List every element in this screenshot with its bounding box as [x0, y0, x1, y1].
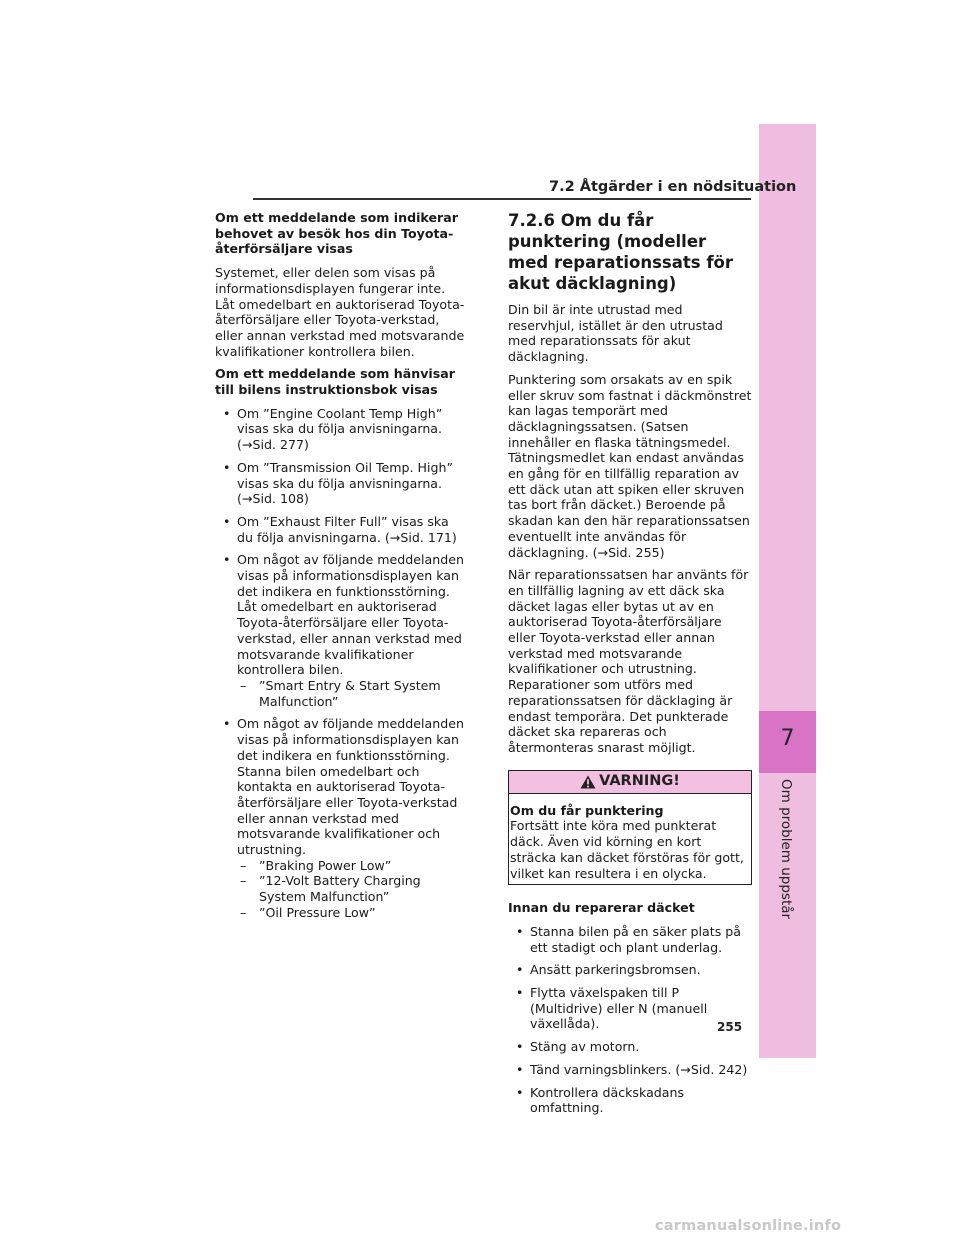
- intro-paragraph: Din bil är inte utrustad med reservhjul, istället är den utrustad med reparationssats för akut däcklagning.: [508, 302, 723, 365]
- repair-kit-paragraph: Punktering som orsakats av en spik eller skruv som fastnat i däckmönstret kan lagas temporärt med däcklagningssatsen. (Satsen innehåller en flaska tätningsmedel. Tätningsmedlet kan endast användas en gång för en tillfällig reparation av ett däck utan att spiken eller skruven tas bort från däcket.) Beroende på skadan kan den här reparationssatsen eventuellt inte användas för däcklagning. (→Sid. 255): [508, 371, 752, 560]
- list-item: • Om ”Engine Coolant Temp High” visas ska du följa anvisningarna. (→Sid. 277): [215, 406, 465, 453]
- list-item: • Kontrollera däckskadans omfattning.: [508, 1085, 752, 1116]
- before-repair-heading: Innan du reparerar däcket: [508, 900, 695, 916]
- sub-list-item: – ”Oil Pressure Low”: [237, 905, 465, 921]
- warning-body: [509, 794, 751, 885]
- dealer-message-heading: Om ett meddelande som indikerar behovet av besök hos din Toyota-återförsäljare visas: [215, 210, 458, 257]
- list-item: • Stanna bilen på en säker plats på ett stadigt och plant underlag.: [508, 924, 752, 955]
- dealer-message-paragraph: Systemet, eller delen som visas på informationsdisplayen fungerar inte. Låt omedelbart en auktoriserad Toyota-återförsäljare eller Toyota-verkstad, eller annan verkstad med motsvarande kvalifikationer kontrollera bilen.: [215, 265, 465, 359]
- after-repair-paragraph: När reparationssatsen har använts för en tillfällig lagning av ett däck ska däcket lagas eller bytas ut av en auktoriserad Toyota-återförsäljare eller Toyota-verkstad eller annan verkstad med motsvarande kvalifikationer och utrustning. Reparationer som utförs med reparationssatsen för däcklaging är endast temporära. Det punkterade däcket ska repareras och återmonteras snarast möjligt.: [508, 567, 749, 755]
- warning-triangle-icon: [580, 775, 596, 789]
- list-item: • Tänd varningsblinkers. (→Sid. 242): [508, 1062, 752, 1078]
- sub-list: [237, 678, 465, 709]
- list-item: • Om ”Exhaust Filter Full” visas ska du följa anvisningarna. (→Sid. 171): [215, 514, 465, 545]
- list-item: • Flytta växelspaken till P (Multidrive) eller N (manuell växellåda).: [508, 985, 752, 1032]
- list-item: • Ansätt parkeringsbromsen.: [508, 962, 752, 978]
- section-header-title: 7.2 Åtgärder i en nödsituation: [549, 179, 797, 195]
- list-item: • Om något av följande meddelanden visas på informationsdisplayen kan det indikera en funktionsstörning. Stanna bilen omedelbart och kontakta en auktoriserad Toyota-återförsäljare eller Toyota-verkstad eller annan verkstad med motsvarande kvalifikationer och utrustning. – ”Braking Power Low” – ”12-Volt Battery Charging System Malfunction” – ”Oil Pressure Low”: [215, 716, 465, 920]
- warning-header: [509, 771, 751, 794]
- warning-box: [508, 770, 752, 886]
- chapter-number: 7: [780, 726, 795, 751]
- right-column: [508, 210, 752, 1123]
- manual-message-heading: Om ett meddelande som hänvisar till bilens instruktionsbok visas: [215, 366, 455, 398]
- header-divider: [253, 198, 751, 200]
- warning-title: Om du får punktering: [510, 802, 664, 818]
- list-item: • Stäng av motorn.: [508, 1039, 752, 1055]
- sub-list-item: – ”Braking Power Low”: [237, 858, 465, 874]
- page-number: 255: [717, 1020, 743, 1034]
- sub-list-item: – ”12-Volt Battery Charging System Malfunction”: [237, 873, 465, 904]
- warning-text: Fortsätt inte köra med punkterat däck. Även vid körning en kort sträcka kan däcket förstöras för gott, vilket kan resultera i en olycka.: [510, 818, 744, 881]
- chapter-title: Om problem uppstår: [778, 779, 794, 920]
- list-item: • Om ”Transmission Oil Temp. High” visas ska du följa anvisningarna. (→Sid. 108): [215, 460, 465, 507]
- watermark: carmanualsonline.info: [655, 1218, 842, 1234]
- sub-list: [237, 858, 465, 921]
- left-column: [215, 210, 465, 928]
- section-heading: 7.2.6 Om du får punktering (modeller med reparationssats för akut däcklagning): [508, 211, 733, 293]
- list-item: • Om något av följande meddelanden visas på informationsdisplayen kan det indikera en funktionsstörning. Låt omedelbart en auktoriserad Toyota-återförsäljare eller Toyota-verkstad, eller annan verkstad med motsvarande kvalifikationer kontrollera bilen. – ”Smart Entry & Start System Malfunction”: [215, 552, 465, 709]
- warning-label: VARNING!: [599, 772, 680, 789]
- manual-message-list: [215, 406, 465, 921]
- sub-list-item: – ”Smart Entry & Start System Malfunction”: [237, 678, 465, 709]
- before-repair-list: [508, 924, 752, 1116]
